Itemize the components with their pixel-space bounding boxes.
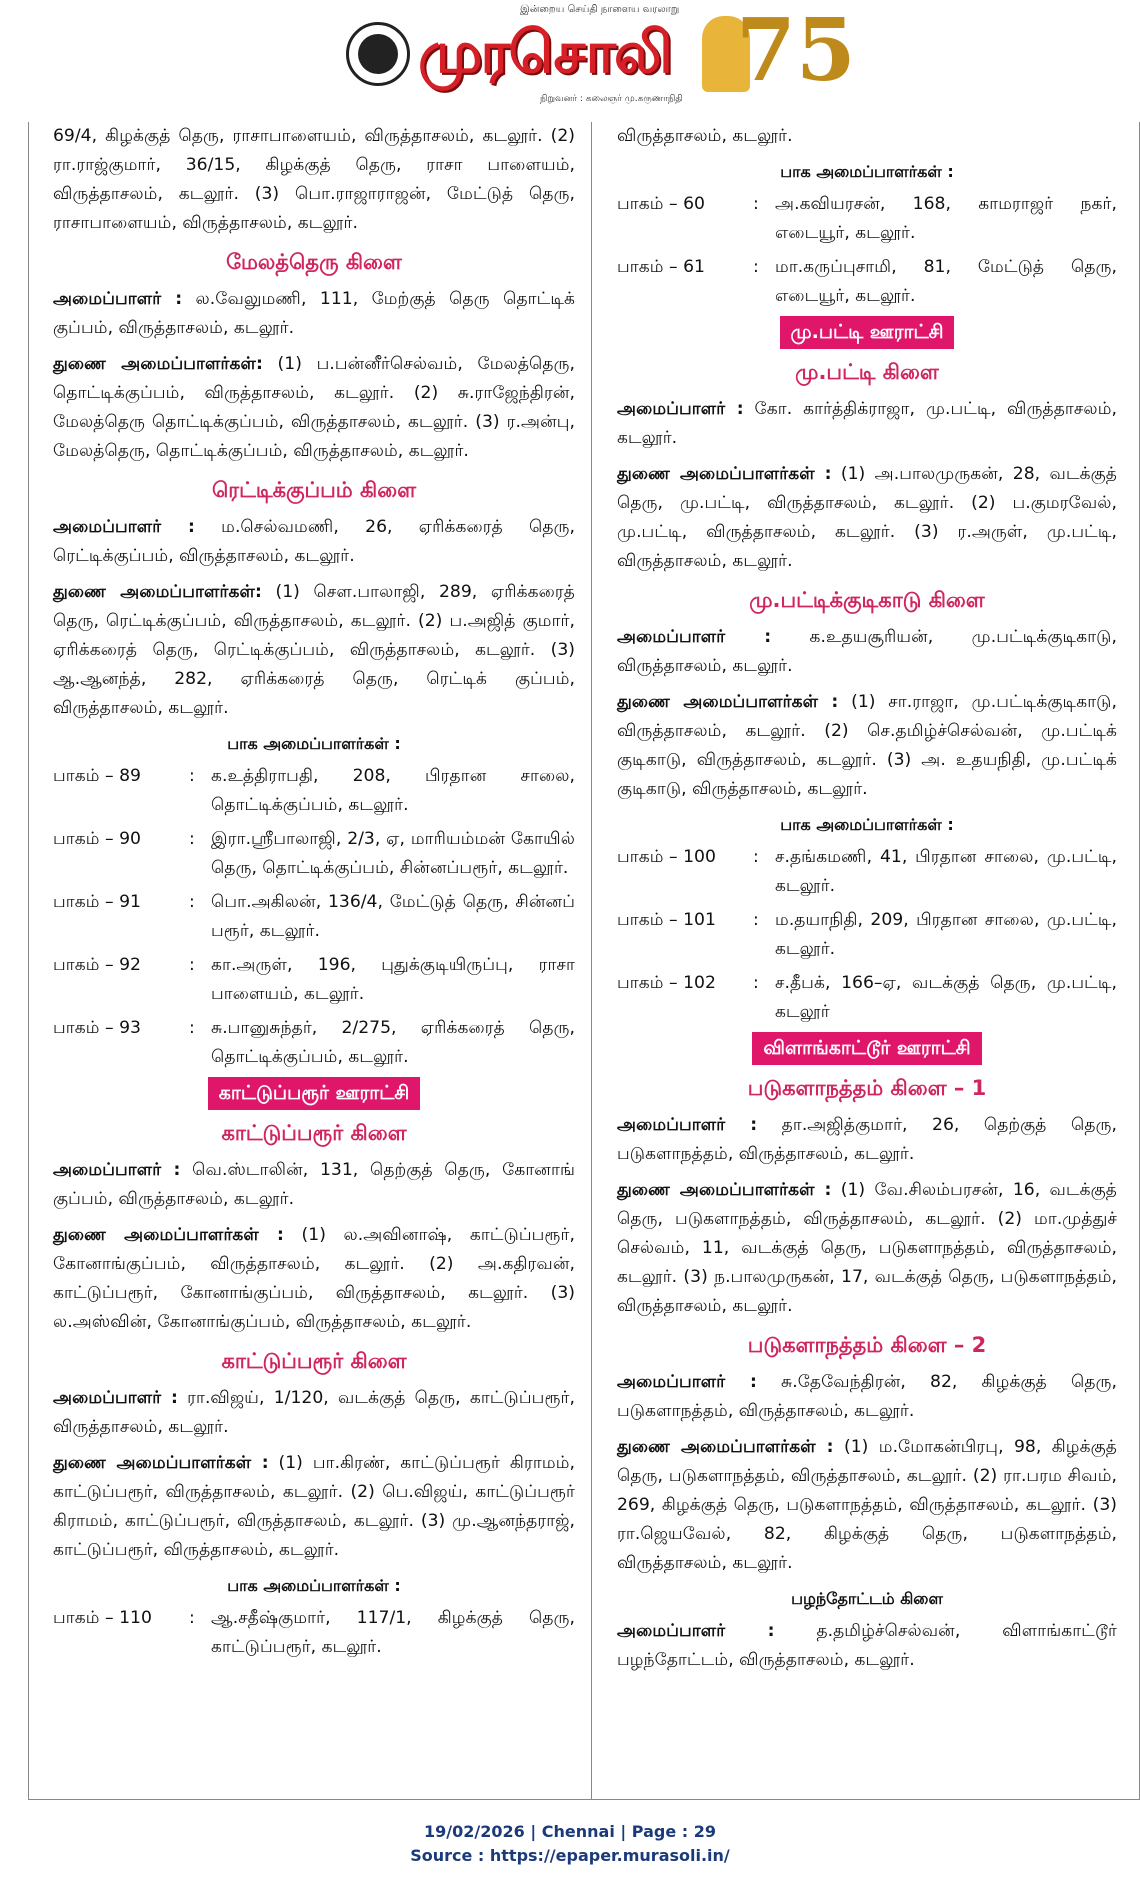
ward-number: பாகம் – 61	[617, 257, 705, 277]
ward-organizer-row	[617, 969, 1117, 1027]
left-column	[53, 122, 575, 1667]
sub-section-label: பாக அமைப்பாளர்கள் :	[227, 1576, 401, 1595]
row-separator: :	[189, 1608, 195, 1628]
column-divider	[591, 122, 592, 1799]
ward-number: பாகம் – 100	[617, 847, 716, 867]
ward-number: பாகம் – 110	[53, 1608, 152, 1628]
ward-number: பாகம் – 90	[53, 829, 141, 849]
ward-organizer-text: இரா.ஸ்ரீபாலாஜி, 2/3, ஏ, மாரியம்மன் கோயில் தெரு, தொட்டிக்குப்பம், சின்னப்பரூர், கடலூர்.	[211, 829, 575, 878]
ward-organizer-text: ச.தீபக், 166–ஏ, வடக்குத் தெரு, மு.பட்டி, கடலூர்	[775, 973, 1117, 1022]
ward-organizer-row	[53, 888, 575, 946]
section-heading: மு.பட்டிக்குடிகாடு கிளை	[749, 588, 985, 612]
paragraph-lead: துணை அமைப்பாளர்கள் :	[617, 1437, 834, 1457]
row-separator: :	[189, 766, 195, 786]
paragraph-lead: அமைப்பாளர் :	[617, 399, 744, 419]
paragraph-text: (1) செள.பாலாஜி, 289, ஏரிக்கரைத் தெரு, ரெட்டிக்குப்பம், விருத்தாசலம், கடலூர். (2) ப.அஜித் குமார், ஏரிக்கரைத் தெரு, ரெட்டிக்குப்பம், விருத்தாசலம், கடலூர். (3) ஆ.ஆனந்த், 282, ஏரிக்கரைத் தெரு, ரெட்டிக் குப்பம், விருத்தாசலம், கடலூர்.	[53, 582, 575, 718]
row-separator: :	[189, 1018, 195, 1038]
paragraph-lead: துணை அமைப்பாளர்கள் :	[617, 1180, 832, 1200]
paragraph-text: 69/4, கிழக்குத் தெரு, ராசாபாளையம், விருத்தாசலம், கடலூர். (2) ரா.ராஜ்குமார், 36/15, கிழக்குத் தெரு, ராசா பாளையம், விருத்தாசலம், கடலூர். (3) பொ.ராஜாராஜன், மேட்டுத் தெரு, ராசாபாளையம், விருத்தாசலம், கடலூர்.	[53, 126, 575, 233]
ward-organizer-row	[617, 190, 1117, 248]
paragraph	[617, 1433, 1117, 1578]
ward-organizer-text: க.உத்திராபதி, 208, பிரதான சாலை, தொட்டிக்குப்பம், கடலூர்.	[211, 766, 575, 815]
panchayat-banner-wrap	[617, 316, 1117, 349]
paragraph-lead: அமைப்பாளர் :	[53, 1160, 181, 1180]
footer-date-line: 19/02/2026 | Chennai | Page : 29	[424, 1822, 716, 1841]
sub-section-label: பாக அமைப்பாளர்கள் :	[780, 162, 954, 181]
row-separator: :	[753, 194, 759, 214]
paragraph-lead: துணை அமைப்பாளர்கள்:	[53, 582, 262, 602]
ward-organizer-row	[53, 1604, 575, 1662]
masthead-tagline: இன்றைய செய்தி நாளைய வரலாறு	[520, 4, 680, 15]
sub-section-label: பாக அமைப்பாளர்கள் :	[227, 734, 401, 753]
paragraph	[53, 122, 575, 238]
paragraph	[53, 350, 575, 466]
row-separator: :	[189, 955, 195, 975]
ward-organizer-text: சு.பானுசுந்தர், 2/275, ஏரிக்கரைத் தெரு, தொட்டிக்குப்பம், கடலூர்.	[211, 1018, 575, 1067]
article-columns	[28, 122, 1140, 1800]
ward-organizer-row	[53, 1014, 575, 1072]
paragraph-text: (1) பா.கிரண், காட்டுப்பரூர் கிராமம், காட்டுப்பரூர், விருத்தாசலம், கடலூர். (2) பெ.விஜய், காட்டுப்பரூர் கிராமம், காட்டுப்பரூர், விருத்தாசலம், கடலூர். (3) மு.ஆனந்தராஜ், காட்டுப்பரூர், விருத்தாசலம், கடலூர்.	[53, 1453, 575, 1560]
paragraph	[617, 688, 1117, 804]
paragraph	[53, 285, 575, 343]
right-column	[617, 122, 1117, 1682]
paragraph-text: ரா.விஜய், 1/120, வடக்குத் தெரு, காட்டுப்பரூர், விருத்தாசலம், கடலூர்.	[53, 1388, 575, 1437]
ward-organizer-text: மா.கருப்புசாமி, 81, மேட்டுத் தெரு, எடையூர், கடலூர்.	[775, 257, 1117, 306]
sub-section-label: பாக அமைப்பாளர்கள் :	[780, 815, 954, 834]
paragraph-lead: அமைப்பாளர் :	[617, 1115, 758, 1135]
panchayat-banner-wrap	[53, 1077, 575, 1110]
ward-organizer-row	[53, 825, 575, 883]
paragraph-text: விருத்தாசலம், கடலூர்.	[617, 126, 793, 146]
ward-number: பாகம் – 92	[53, 955, 141, 975]
paragraph	[53, 1156, 575, 1214]
party-seal-icon	[346, 22, 410, 86]
paragraph	[53, 578, 575, 723]
paragraph-lead: துணை அமைப்பாளர்கள்:	[53, 354, 263, 374]
paragraph-lead: அமைப்பாளர் :	[53, 289, 183, 309]
paragraph-text: சு.தேவேந்திரன், 82, கிழக்குத் தெரு, படுகளாநத்தம், விருத்தாசலம், கடலூர்.	[617, 1372, 1117, 1421]
panchayat-banner: விளாங்காட்டூர் ஊராட்சி	[752, 1032, 981, 1065]
paragraph-text: தா.அஜித்குமார், 26, தெற்குத் தெரு, படுகளாநத்தம், விருத்தாசலம், கடலூர்.	[617, 1115, 1117, 1164]
ward-organizer-text: ம.தயாநிதி, 209, பிரதான சாலை, மு.பட்டி, கடலூர்.	[775, 910, 1117, 959]
paragraph	[617, 1111, 1117, 1169]
paragraph	[617, 395, 1117, 453]
paragraph-lead: அமைப்பாளர் :	[53, 1388, 178, 1408]
anniversary-badge	[702, 0, 856, 106]
ward-number: பாகம் – 101	[617, 910, 716, 930]
panchayat-banner-wrap	[617, 1032, 1117, 1065]
paragraph-text: (1) வே.சிலம்பரசன், 16, வடக்குத் தெரு, படுகளாநத்தம், விருத்தாசலம், கடலூர். (2) மா.முத்துச் செல்வம், 11, வடக்குத் தெரு, படுகளாநத்தம், விருத்தாசலம், கடலூர். (3) ந.பாலமுருகன், 17, வடக்குத் தெரு, படுகளாநத்தம், விருத்தாசலம், கடலூர்.	[617, 1180, 1117, 1316]
paragraph-lead: அமைப்பாளர் :	[617, 627, 772, 647]
ward-number: பாகம் – 91	[53, 892, 141, 912]
paragraph-text: (1) ம.மோகன்பிரபு, 98, கிழக்குத் தெரு, படுகளாநத்தம், விருத்தாசலம், கடலூர். (2) ரா.பரம சிவம், 269, கிழக்குத் தெரு, படுகளாநத்தம், விருத்தாசலம், கடலூர். (3) ரா.ஜெயவேல், 82, கிழக்குத் தெரு, படுகளாநத்தம், விருத்தாசலம், கடலூர்.	[617, 1437, 1117, 1573]
anniversary-number: 75	[736, 0, 856, 101]
paragraph-lead: அமைப்பாளர் :	[617, 1372, 757, 1392]
paragraph-text: ம.செல்வமணி, 26, ஏரிக்கரைத் தெரு, ரெட்டிக்குப்பம், விருத்தாசலம், கடலூர்.	[53, 517, 575, 566]
ward-organizer-row	[53, 951, 575, 1009]
ward-number: பாகம் – 60	[617, 194, 705, 214]
section-heading: மு.பட்டி கிளை	[795, 360, 939, 384]
ward-organizer-row	[53, 762, 575, 820]
paragraph-lead: துணை அமைப்பாளர்கள் :	[617, 692, 839, 712]
newspaper-logo: முரசொலி	[418, 18, 671, 86]
paragraph-lead: துணை அமைப்பாளர்கள் :	[53, 1225, 284, 1245]
ward-organizer-row	[617, 906, 1117, 964]
sub-section-label: பழந்தோட்டம் கிளை	[791, 1589, 943, 1608]
paragraph-text: வெ.ஸ்டாலின், 131, தெற்குத் தெரு, கோனாங் குப்பம், விருத்தாசலம், கடலூர்.	[53, 1160, 575, 1209]
ward-organizer-row	[617, 253, 1117, 311]
ward-organizer-row	[617, 843, 1117, 901]
row-separator: :	[753, 910, 759, 930]
ward-organizer-text: பொ.அகிலன், 136/4, மேட்டுத் தெரு, சின்னப் பரூர், கடலூர்.	[211, 892, 575, 941]
paragraph	[617, 1368, 1117, 1426]
footer-source-line: Source : https://epaper.murasoli.in/	[410, 1846, 730, 1865]
section-heading: காட்டுப்பரூர் கிளை	[221, 1121, 407, 1145]
panchayat-banner: காட்டுப்பரூர் ஊராட்சி	[208, 1077, 420, 1110]
ward-number: பாகம் – 89	[53, 766, 141, 786]
section-heading: படுகளாநத்தம் கிளை – 2	[747, 1333, 987, 1357]
row-separator: :	[753, 973, 759, 993]
paragraph-lead: துணை அமைப்பாளர்கள் :	[617, 464, 832, 484]
paragraph	[617, 122, 1117, 151]
section-heading: மேலத்தெரு கிளை	[226, 250, 402, 274]
paragraph	[617, 460, 1117, 576]
paragraph	[617, 623, 1117, 681]
logo-subtitle: நிறுவனர் : கலைஞர் மு.கருணாநிதி	[540, 94, 683, 104]
paragraph-text: (1) ல.அவினாஷ், காட்டுப்பரூர், கோனாங்குப்பம், விருத்தாசலம், கடலூர். (2) அ.கதிரவன், காட்டுப்பரூர், கோனாங்குப்பம், விருத்தாசலம், கடலூர். (3) ல.அஸ்வின், கோனாங்குப்பம், விருத்தாசலம், கடலூர்.	[53, 1225, 575, 1332]
paragraph-text: த.தமிழ்ச்செல்வன், விளாங்காட்டூர் பழந்தோட்டம், விருத்தாசலம், கடலூர்.	[617, 1621, 1117, 1670]
paragraph-text: கோ. கார்த்திக்ராஜா, மு.பட்டி, விருத்தாசலம், கடலூர்.	[617, 399, 1117, 448]
paragraph-lead: அமைப்பாளர் :	[617, 1621, 775, 1641]
paragraph	[53, 1384, 575, 1442]
ward-organizer-text: அ.கவியரசன், 168, காமராஜர் நகர், எடையூர், கடலூர்.	[775, 194, 1117, 243]
paragraph-text: (1) அ.பாலமுருகன், 28, வடக்குத் தெரு, மு.பட்டி, விருத்தாசலம், கடலூர். (2) ப.குமரவேல், மு.பட்டி, விருத்தாசலம், கடலூர். (3) ர.அருள், மு.பட்டி, விருத்தாசலம், கடலூர்.	[617, 464, 1117, 571]
section-heading: ரெட்டிக்குப்பம் கிளை	[211, 478, 417, 502]
row-separator: :	[753, 847, 759, 867]
section-heading: படுகளாநத்தம் கிளை – 1	[747, 1076, 987, 1100]
paragraph	[617, 1617, 1117, 1675]
paragraph	[53, 1449, 575, 1565]
masthead	[0, 0, 1140, 120]
ward-organizer-text: ஆ.சதீஷ்குமார், 117/1, கிழக்குத் தெரு, காட்டுப்பரூர், கடலூர்.	[211, 1608, 575, 1657]
row-separator: :	[189, 892, 195, 912]
row-separator: :	[189, 829, 195, 849]
page-footer	[0, 1820, 1140, 1868]
paragraph-lead: அமைப்பாளர் :	[53, 517, 195, 537]
paragraph-text: க.உதயசூரியன், மு.பட்டிக்குடிகாடு, விருத்தாசலம், கடலூர்.	[617, 627, 1117, 676]
paragraph	[53, 513, 575, 571]
ward-number: பாகம் – 93	[53, 1018, 141, 1038]
paragraph-text: (1) ப.பன்னீர்செல்வம், மேலத்தெரு, தொட்டிக்குப்பம், விருத்தாசலம், கடலூர். (2) சு.ராஜேந்திரன், மேலத்தெரு தொட்டிக்குப்பம், விருத்தாசலம், கடலூர். (3) ர.அன்பு, மேலத்தெரு, தொட்டிக்குப்பம், விருத்தாசலம், கடலூர்.	[53, 354, 575, 461]
section-heading: காட்டுப்பரூர் கிளை	[221, 1349, 407, 1373]
paragraph	[53, 1221, 575, 1337]
panchayat-banner: மு.பட்டி ஊராட்சி	[780, 316, 955, 349]
paragraph-text: (1) சா.ராஜா, மு.பட்டிக்குடிகாடு, விருத்தாசலம், கடலூர். (2) செ.தமிழ்ச்செல்வன், மு.பட்டிக் குடிகாடு, விருத்தாசலம், கடலூர். (3) அ. உதயநிதி, மு.பட்டிக் குடிகாடு, விருத்தாசலம், கடலூர்.	[617, 692, 1117, 799]
row-separator: :	[753, 257, 759, 277]
ward-organizer-text: கா.அருள், 196, புதுக்குடியிருப்பு, ராசா பாளையம், கடலூர்.	[211, 955, 575, 1004]
ward-organizer-text: ச.தங்கமணி, 41, பிரதான சாலை, மு.பட்டி, கடலூர்.	[775, 847, 1117, 896]
paragraph	[617, 1176, 1117, 1321]
ward-number: பாகம் – 102	[617, 973, 716, 993]
paragraph-lead: துணை அமைப்பாளர்கள் :	[53, 1453, 269, 1473]
paragraph-text: ல.வேலுமணி, 111, மேற்குத் தெரு தொட்டிக் குப்பம், விருத்தாசலம், கடலூர்.	[53, 289, 575, 338]
